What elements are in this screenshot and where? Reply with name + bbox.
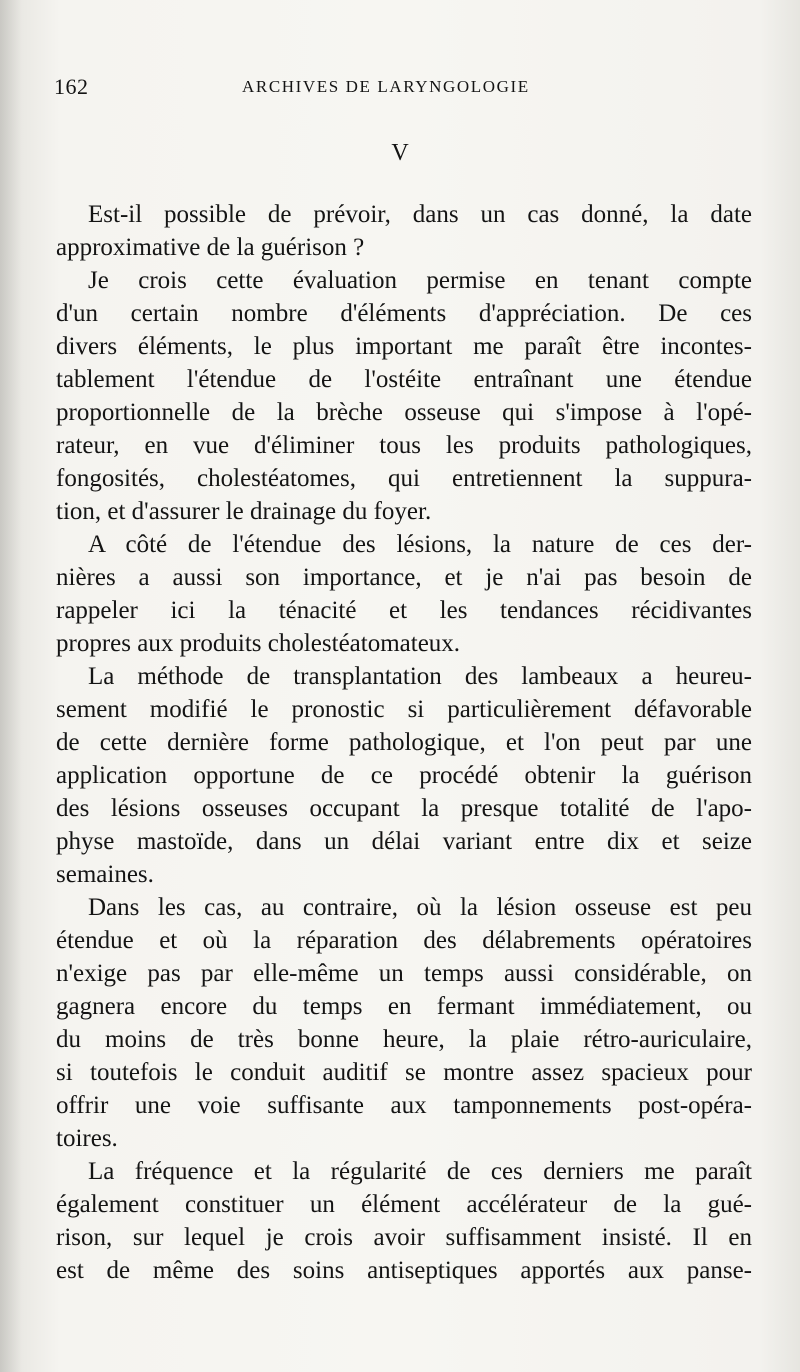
paragraph	[56, 660, 752, 891]
paragraph	[56, 891, 752, 1155]
text-line: Est-il possible de prévoir, dans un cas donné, la date	[88, 201, 752, 228]
text-line: approximative de la guérison ?	[56, 234, 365, 261]
text-line: également constituer un élément accélérateur de la gué-	[56, 1191, 752, 1218]
text-line: des lésions osseuses occupant la presque totalité de l'apo-	[56, 795, 752, 822]
text-line: du moins de très bonne heure, la plaie rétro-auriculaire,	[56, 1026, 752, 1053]
text-line: Je crois cette évaluation permise en tenant compte	[88, 267, 752, 294]
section-heading: V	[391, 140, 409, 166]
text-line: tablement l'étendue de l'ostéite entraînant une étendue	[56, 366, 752, 393]
text-line: d'un certain nombre d'éléments d'appréciation. De ces	[56, 300, 752, 327]
text-line: nières a aussi son importance, et je n'ai pas besoin de	[56, 564, 752, 591]
page-header	[54, 74, 754, 104]
paragraph	[56, 198, 752, 264]
text-line: de cette dernière forme pathologique, et l'on peut par une	[56, 729, 752, 756]
paragraph	[56, 528, 752, 660]
text-line: étendue et où la réparation des délabrements opératoires	[56, 927, 752, 954]
paragraph	[56, 1155, 752, 1287]
text-line: rateur, en vue d'éliminer tous les produits pathologiques,	[56, 432, 752, 459]
text-line: n'exige pas par elle-même un temps aussi considérable, on	[56, 960, 752, 987]
text-line: propres aux produits cholestéatomateux.	[56, 630, 461, 657]
text-line: sement modifié le pronostic si particulièrement défavorable	[56, 696, 752, 723]
text-line: physe mastoïde, dans un délai variant entre dix et seize	[56, 828, 752, 855]
text-line: rison, sur lequel je crois avoir suffisamment insisté. Il en	[56, 1224, 752, 1251]
page-number: 162	[54, 74, 89, 99]
text-line: gagnera encore du temps en fermant immédiatement, ou	[56, 993, 752, 1020]
text-line: toires.	[56, 1125, 118, 1152]
text-line: tion, et d'assurer le drainage du foyer.	[56, 498, 432, 525]
paragraph	[56, 264, 752, 528]
text-line: si toutefois le conduit auditif se montre assez spacieux pour	[56, 1059, 752, 1086]
text-line: offrir une voie suffisante aux tamponnements post-opéra-	[56, 1092, 752, 1119]
text-line: Dans les cas, au contraire, où la lésion osseuse est peu	[88, 894, 752, 921]
body-text	[56, 198, 752, 1287]
text-line: La fréquence et la régularité de ces derniers me paraît	[88, 1158, 752, 1185]
running-title: ARCHIVES DE LARYNGOLOGIE	[242, 77, 530, 96]
text-line: est de même des soins antiseptiques apportés aux panse-	[56, 1257, 752, 1284]
text-line: semaines.	[56, 861, 154, 888]
text-line: rappeler ici la ténacité et les tendances récidivantes	[56, 597, 752, 624]
text-line: proportionnelle de la brèche osseuse qui s'impose à l'opé-	[56, 399, 752, 426]
text-line: fongosités, cholestéatomes, qui entretiennent la suppura-	[56, 465, 752, 492]
text-line: La méthode de transplantation des lambeaux a heureu-	[88, 663, 752, 690]
text-line: divers éléments, le plus important me paraît être incontes-	[56, 333, 752, 360]
text-line: application opportune de ce procédé obtenir la guérison	[56, 762, 752, 789]
text-line: A côté de l'étendue des lésions, la nature de ces der-	[88, 531, 752, 558]
